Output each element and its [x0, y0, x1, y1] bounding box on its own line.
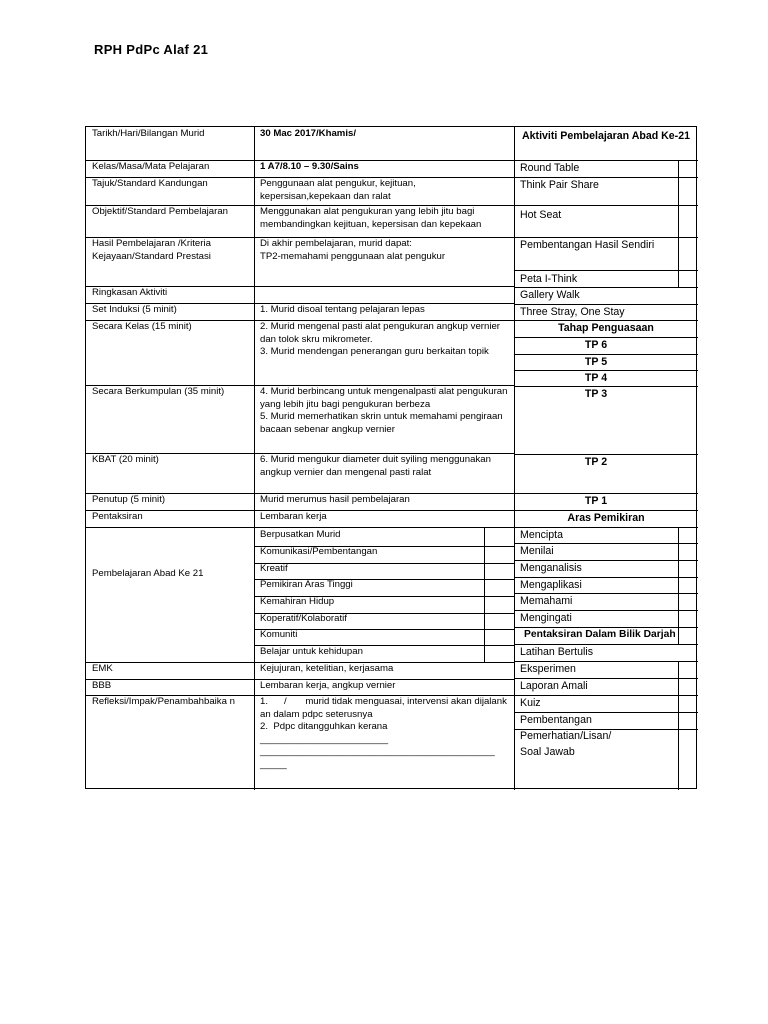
- abad-item: Pemikiran Aras Tinggi: [260, 579, 353, 590]
- label-tajuk: Tajuk/Standard Kandungan: [92, 178, 208, 189]
- pentaksiran-item: Pembentangan: [520, 714, 592, 726]
- aktiviti-heading: Aktiviti Pembelajaran Abad Ke-21: [522, 130, 690, 142]
- label-refleksi: Refleksi/Impak/Penambahbaika n: [92, 696, 235, 707]
- label-ringkasan: Ringkasan Aktiviti: [92, 287, 168, 298]
- aras-item: Menilai: [520, 545, 554, 557]
- pentaksiran-heading: Pentaksiran Dalam Bilik Darjah: [524, 629, 676, 640]
- label-hasil: Hasil Pembelajaran /Kriteria Kejayaan/Standard Prestasi: [92, 238, 211, 262]
- label-tarikh: Tarikh/Hari/Bilangan Murid: [92, 128, 205, 139]
- tahap-heading: Tahap Penguasaan: [558, 322, 654, 334]
- value-berkumpulan: 4. Murid berbincang untuk mengenalpasti alat pengukuran yang lebih jitu bagi pengukuran berbeza 5. Murid memerhatikan skrin untuk memahami pengiraan bacaan sebenar angkup vernier: [260, 386, 508, 435]
- aras-item: Mencipta: [520, 529, 563, 541]
- abad-item: Kreatif: [260, 563, 288, 574]
- aktiviti-item: Pembentangan Hasil Sendiri: [520, 239, 655, 251]
- aktiviti-item: Hot Seat: [520, 209, 562, 221]
- aktiviti-item: Peta I-Think: [520, 273, 578, 285]
- value-objektif: Menggunakan alat pengukuran yang lebih jitu bagi membandingkan kejituan, kepersisan dan kepekaan: [260, 206, 482, 230]
- label-objektif: Objektif/Standard Pembelajaran: [92, 206, 228, 217]
- aras-item: Mengingati: [520, 612, 572, 624]
- value-bbb: Lembaran kerja, angkup vernier: [260, 680, 396, 691]
- document-title: RPH PdPc Alaf 21: [94, 42, 209, 57]
- abad-item: Belajar untuk kehidupan: [260, 646, 363, 657]
- abad-item: Koperatif/Kolaboratif: [260, 613, 347, 624]
- label-pentaksiran: Pentaksiran: [92, 511, 143, 522]
- tahap-item: TP 4: [584, 372, 608, 384]
- label-bbb: BBB: [92, 680, 112, 691]
- value-refleksi: 1. / murid tidak menguasai, intervensi akan dijalankan dalam pdpc seterusnya 2. Pdpc ditangguhkan kerana ________________________ ____________________________________________ _____: [260, 696, 507, 770]
- value-pentaksiran: Lembaran kerja: [260, 511, 327, 522]
- label-berkumpulan: Secara Berkumpulan (35 minit): [92, 386, 225, 397]
- value-penutup: Murid merumus hasil pembelajaran: [260, 494, 410, 505]
- value-tajuk: Penggunaan alat pengukur, kejituan, kepersisan,kepekaan dan ralat: [260, 178, 416, 202]
- pentaksiran-item: Latihan Bertulis: [520, 646, 594, 658]
- aras-item: Menganalisis: [520, 562, 582, 574]
- value-kelas: 1 A7/8.10 – 9.30/Sains: [260, 161, 359, 172]
- tahap-item: TP 3: [584, 388, 608, 400]
- pentaksiran-item: Laporan Amali: [520, 680, 588, 692]
- value-tarikh: 30 Mac 2017/Khamis/: [260, 128, 356, 139]
- label-secara-kelas: Secara Kelas (15 minit): [92, 321, 192, 332]
- label-penutup: Penutup (5 minit): [92, 494, 166, 505]
- value-emk: Kejujuran, ketelitian, kerjasama: [260, 663, 394, 674]
- label-kbat: KBAT (20 minit): [92, 454, 159, 465]
- aktiviti-item: Three Stray, One Stay: [520, 306, 625, 318]
- value-secara-kelas: 2. Murid mengenal pasti alat pengukuran angkup vernier dan tolok skru mikrometer. 3. Murid mendengan penerangan guru berkaitan topik: [260, 321, 500, 358]
- abad-item: Kemahiran Hidup: [260, 596, 335, 607]
- pentaksiran-item: Eksperimen: [520, 663, 576, 675]
- label-abad-21: Pembelajaran Abad Ke 21: [92, 568, 204, 579]
- abad-item: Komuniti: [260, 629, 298, 640]
- aras-item: Memahami: [520, 595, 573, 607]
- aktiviti-item: Think Pair Share: [520, 179, 599, 191]
- value-set-induksi: 1. Murid disoal tentang pelajaran lepas: [260, 304, 425, 315]
- pentaksiran-item: Pemerhatian/Lisan/ Soal Jawab: [520, 730, 612, 758]
- abad-item: Komunikasi/Pembentangan: [260, 546, 378, 557]
- tahap-item: TP 5: [584, 356, 608, 368]
- label-emk: EMK: [92, 663, 113, 674]
- aktiviti-item: Round Table: [520, 162, 580, 174]
- tahap-item: TP 2: [584, 456, 608, 468]
- label-kelas: Kelas/Masa/Mata Pelajaran: [92, 161, 210, 172]
- label-set-induksi: Set Induksi (5 minit): [92, 304, 177, 315]
- value-hasil: Di akhir pembelajaran, murid dapat: TP2-memahami penggunaan alat pengukur: [260, 238, 446, 262]
- lesson-plan-table: [85, 126, 697, 789]
- tahap-item: TP 1: [584, 495, 608, 507]
- aras-item: Mengaplikasi: [520, 579, 582, 591]
- abad-item: Berpusatkan Murid: [260, 529, 341, 540]
- tahap-item: TP 6: [584, 339, 608, 351]
- pentaksiran-item: Kuiz: [520, 697, 541, 709]
- aras-heading: Aras Pemikiran: [567, 512, 645, 524]
- value-kbat: 6. Murid mengukur diameter duit syiling menggunakan angkup vernier dan mengenal pasti ralat: [260, 454, 491, 478]
- aktiviti-item: Gallery Walk: [520, 289, 580, 301]
